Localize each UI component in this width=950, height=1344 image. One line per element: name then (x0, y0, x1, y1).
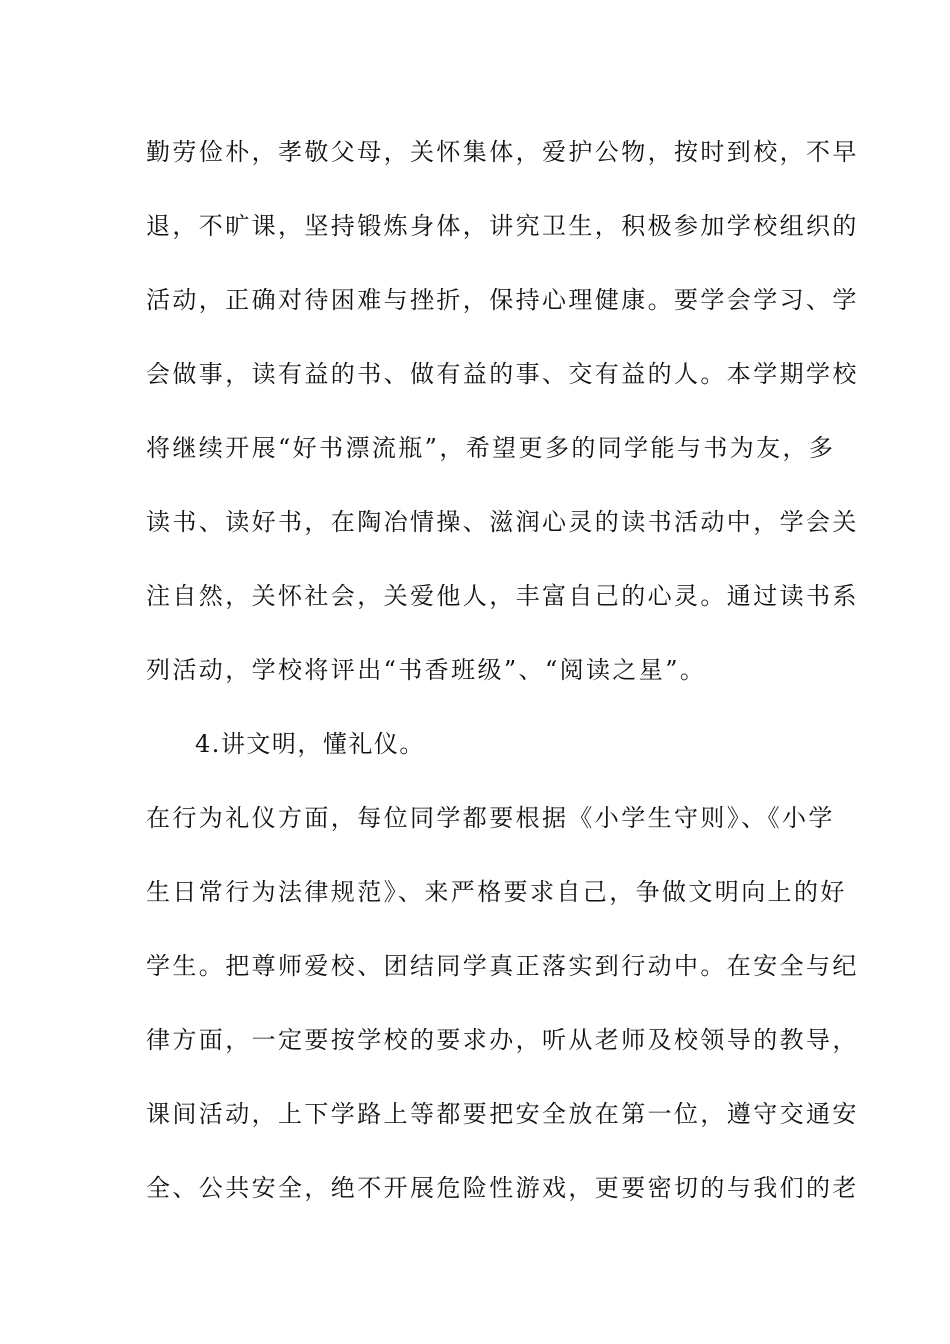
paragraph-line: 读书、读好书，在陶冶情操、滋润心灵的读书活动中，学会关 (146, 508, 859, 536)
paragraph-line: 注自然，关怀社会，关爱他人，丰富自己的心灵。通过读书系 (146, 582, 859, 610)
paragraph-line: 退，不旷课，坚持锻炼身体，讲究卫生，积极参加学校组织的 (146, 212, 859, 240)
paragraph-line: 在行为礼仪方面，每位同学都要根据《小学生守则》、《小学 (146, 804, 835, 832)
paragraph-line: 勤劳俭朴，孝敬父母，关怀集体，爱护公物，按时到校，不早 (146, 138, 859, 166)
paragraph-line: 会做事，读有益的书、做有益的事、交有益的人。本学期学校 (146, 360, 859, 388)
section-heading: 4.讲文明，懂礼仪。 (195, 730, 425, 758)
paragraph-line: 学生。把尊师爱校、团结同学真正落实到行动中。在安全与纪 (146, 952, 859, 980)
paragraph-line: 课间活动，上下学路上等都要把安全放在第一位，遵守交通安 (146, 1100, 859, 1128)
paragraph-line-last: 列活动，学校将评出“书香班级”、“阅读之星”。 (146, 656, 707, 684)
paragraph-line: 律方面，一定要按学校的要求办，听从老师及校领导的教导， (146, 1026, 859, 1054)
paragraph-line: 全、公共安全，绝不开展危险性游戏，更要密切的与我们的老 (146, 1174, 859, 1202)
paragraph-line: 活动，正确对待困难与挫折，保持心理健康。要学会学习、学 (146, 286, 859, 314)
paragraph-line: 将继续开展“好书漂流瓶”，希望更多的同学能与书为友，多 (146, 434, 836, 462)
paragraph-line: 生日常行为法律规范》、来严格要求自己，争做文明向上的好 (146, 878, 847, 906)
